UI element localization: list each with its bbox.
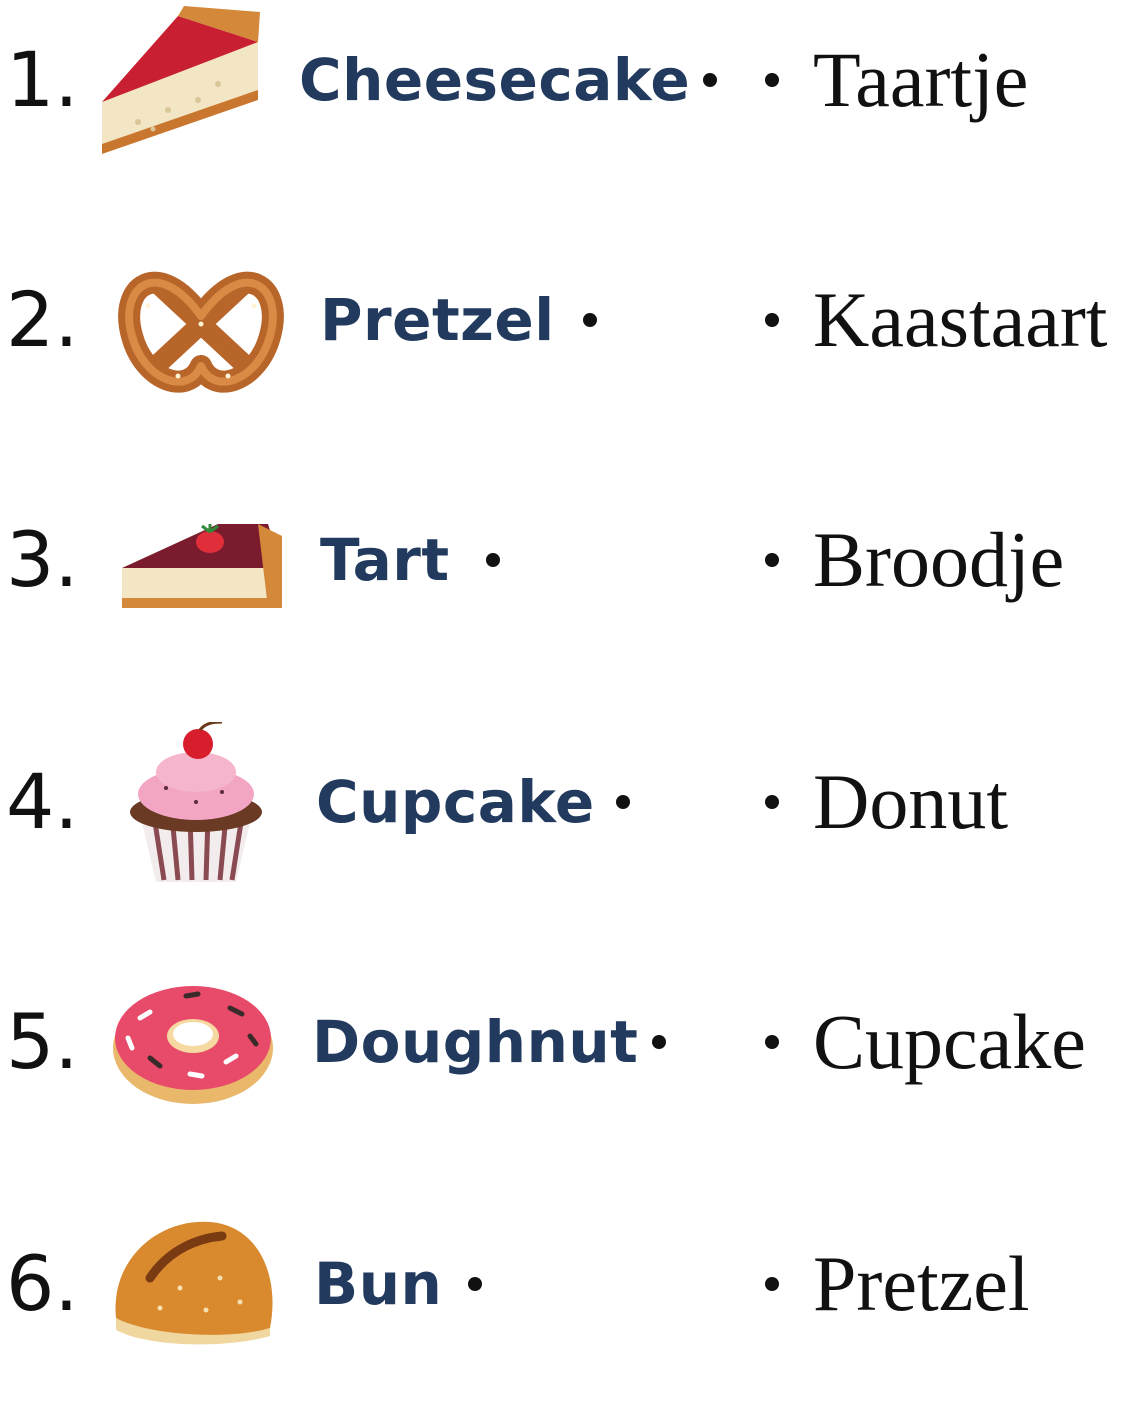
cheesecake-icon: [98, 4, 264, 154]
dutch-word: Pretzel: [813, 1240, 1030, 1327]
match-row-5: [0, 962, 1144, 1162]
left-match-dot[interactable]: [583, 313, 597, 327]
right-match-dot[interactable]: [765, 313, 779, 327]
match-row-3: [0, 480, 1144, 680]
pretzel-icon: [118, 246, 284, 396]
row-number: 4.: [6, 757, 79, 846]
left-match-dot[interactable]: [486, 553, 500, 567]
row-number: 3.: [6, 515, 79, 604]
row-number: 6.: [6, 1239, 79, 1328]
left-match-dot[interactable]: [652, 1035, 666, 1049]
left-match-dot[interactable]: [468, 1277, 482, 1291]
left-match-dot[interactable]: [703, 73, 717, 87]
row-number: 1.: [6, 35, 79, 124]
row-number: 5.: [6, 997, 79, 1086]
english-word: Tart: [320, 526, 450, 594]
right-match-dot[interactable]: [765, 553, 779, 567]
dutch-word: Donut: [813, 758, 1008, 845]
match-row-2: [0, 240, 1144, 440]
right-match-dot[interactable]: [765, 1035, 779, 1049]
dutch-word: Kaastaart: [813, 276, 1108, 363]
row-number: 2.: [6, 275, 79, 364]
match-row-6: [0, 1204, 1144, 1404]
english-word: Bun: [314, 1250, 443, 1318]
right-match-dot[interactable]: [765, 795, 779, 809]
bun-icon: [110, 1218, 278, 1348]
english-word: Cheesecake: [299, 46, 691, 114]
english-word: Pretzel: [320, 286, 555, 354]
left-match-dot[interactable]: [616, 795, 630, 809]
match-row-1: [0, 0, 1144, 200]
dutch-word: Broodje: [813, 516, 1065, 603]
english-word: Doughnut: [312, 1008, 639, 1076]
english-word: Cupcake: [316, 768, 595, 836]
dutch-word: Cupcake: [813, 998, 1086, 1085]
dutch-word: Taartje: [813, 36, 1029, 123]
doughnut-icon: [110, 978, 276, 1108]
tart-icon: [118, 516, 284, 612]
match-row-4: [0, 722, 1144, 922]
right-match-dot[interactable]: [765, 1277, 779, 1291]
cupcake-icon: [126, 722, 266, 888]
right-match-dot[interactable]: [765, 73, 779, 87]
